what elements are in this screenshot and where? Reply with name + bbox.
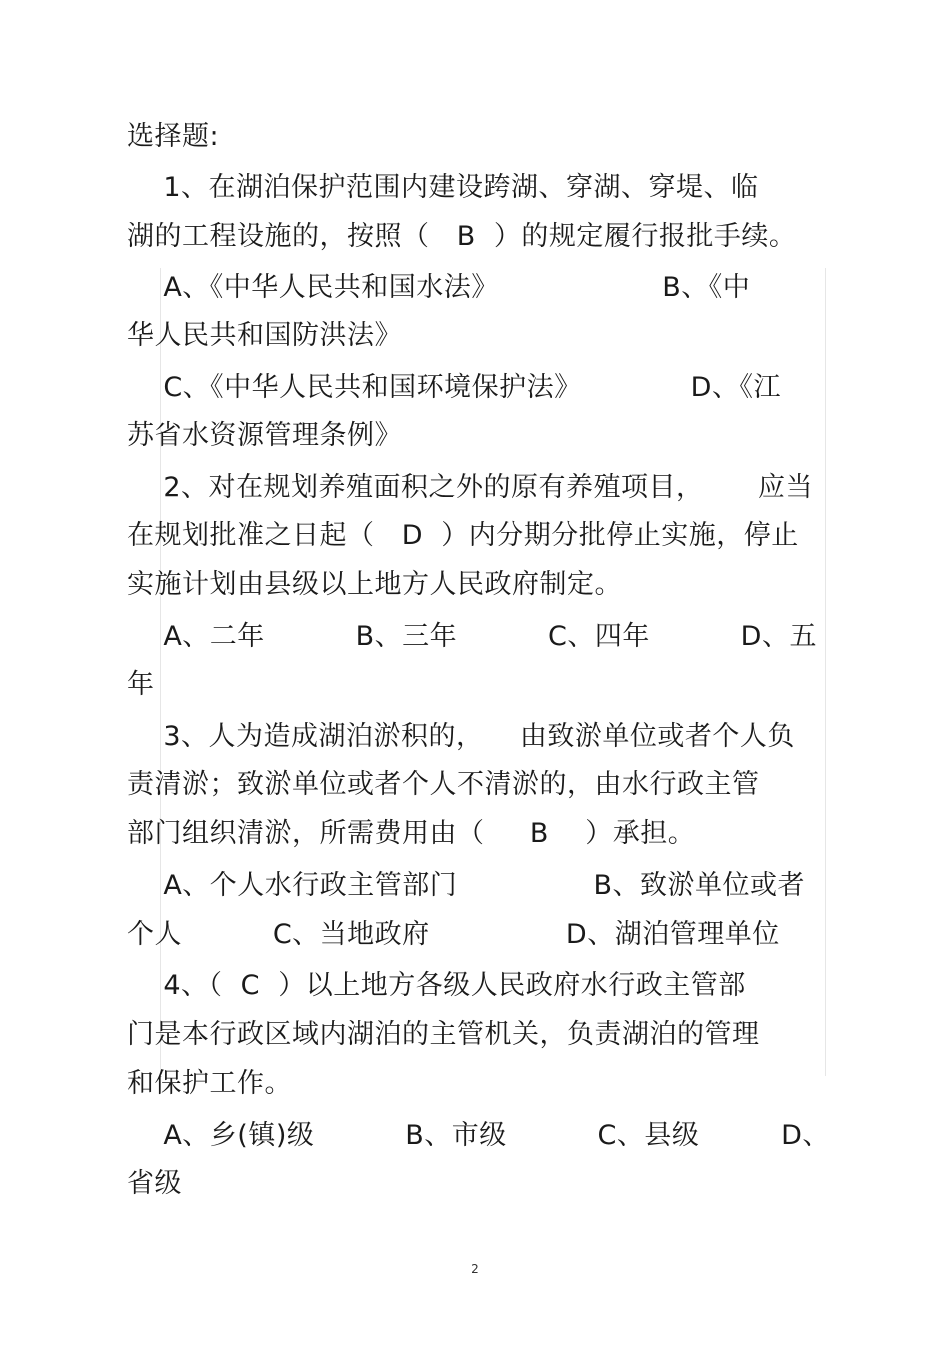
question-1-stem-line-2: 湖的工程设施的，按照（ B ）的规定履行报批手续。 bbox=[127, 221, 797, 252]
section-title: 选择题: bbox=[127, 121, 220, 152]
question-2-options-line-1: A、二年 B、三年 C、四年 D、五 bbox=[127, 621, 817, 652]
question-3-stem-line-2: 责清淤；致淤单位或者个人不清淤的，由水行政主管 bbox=[127, 769, 760, 800]
question-2-stem-line-3: 实施计划由县级以上地方人民政府制定。 bbox=[127, 569, 622, 600]
question-1-options-line-4: 苏省水资源管理条例》 bbox=[127, 420, 402, 451]
question-4-stem-line-2: 门是本行政区域内湖泊的主管机关，负责湖泊的管理 bbox=[127, 1019, 760, 1050]
question-2-stem-line-2: 在规划批准之日起（ D ）内分期分批停止实施，停止 bbox=[127, 520, 799, 551]
question-4-stem-line-3: 和保护工作。 bbox=[127, 1068, 292, 1099]
question-4-stem-line-1: 4、（ C ）以上地方各级人民政府水行政主管部 bbox=[127, 970, 746, 1001]
question-3-options-line-2: 个人 C、当地政府 D、湖泊管理单位 bbox=[127, 919, 780, 950]
page-number: 2 bbox=[471, 1262, 479, 1276]
question-3-stem-line-1: 3、人为造成湖泊淤积的， 由致淤单位或者个人负 bbox=[127, 721, 795, 752]
question-3-options-line-1: A、个人水行政主管部门 B、致淤单位或者 bbox=[127, 870, 806, 901]
question-4-options-line-2: 省级 bbox=[127, 1168, 182, 1199]
question-1-stem-line-1: 1、在湖泊保护范围内建设跨湖、穿湖、穿堤、临 bbox=[127, 172, 759, 203]
question-4-options-line-1: A、乡(镇)级 B、市级 C、县级 D、 bbox=[127, 1120, 830, 1151]
question-2-stem-line-1: 2、对在规划养殖面积之外的原有养殖项目， 应当 bbox=[127, 472, 814, 503]
question-1-options-line-1: A、《中华人民共和国水法》 B、《中 bbox=[127, 272, 751, 303]
question-1-options-line-3: C、《中华人民共和国环境保护法》 D、《江 bbox=[127, 372, 781, 403]
question-1-options-line-2: 华人民共和国防洪法》 bbox=[127, 320, 402, 351]
question-3-stem-line-3: 部门组织清淤，所需费用由（ B ）承担。 bbox=[127, 818, 696, 849]
question-2-options-line-2: 年 bbox=[127, 669, 155, 700]
